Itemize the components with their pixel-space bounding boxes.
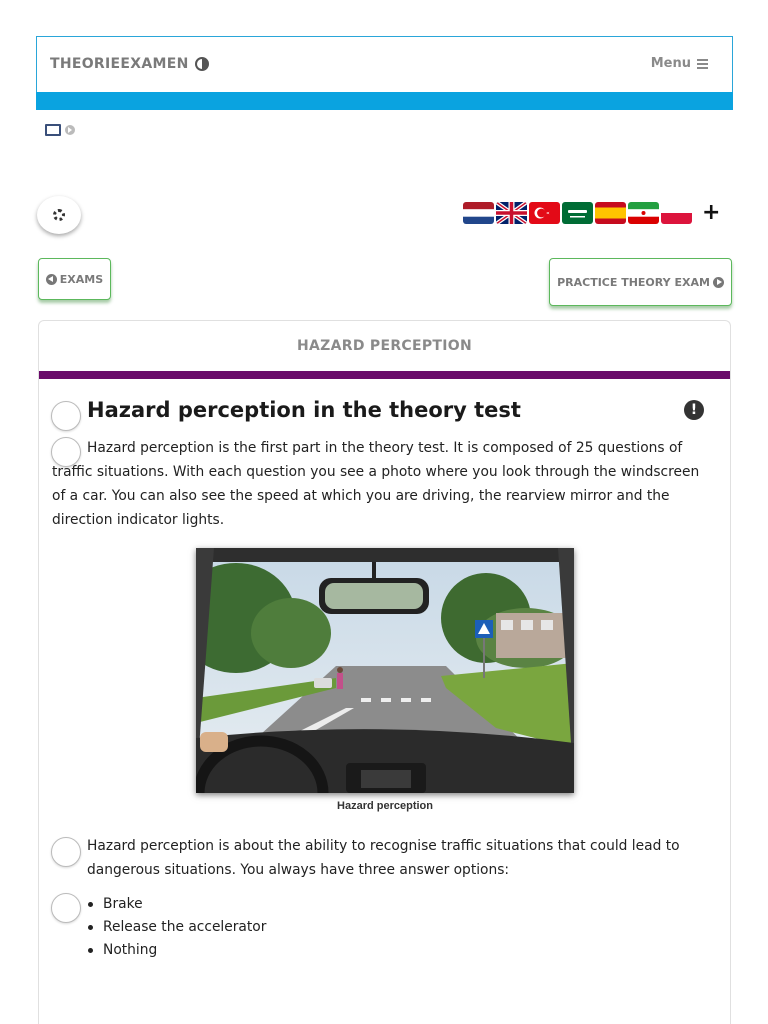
exclamation-icon[interactable]: ! [684, 400, 704, 420]
option-label: Nothing [103, 942, 158, 958]
practice-button-label: PRACTICE THEORY EXAM [557, 275, 710, 289]
options-read-toggle[interactable] [51, 893, 81, 923]
practice-theory-exam-button[interactable] [549, 258, 732, 306]
intro-paragraph: Hazard perception is the first part in the theory test. It is composed of 25 questions of traffic situations. With each question you see a photo where you look through the windscreen of a car. You can also see the speed at which you are driving, the rearview mirror and the direction indicator lights. [52, 440, 700, 528]
chevron-left-icon [46, 274, 57, 285]
settings-button[interactable] [37, 196, 81, 234]
answer-options-list [88, 893, 266, 962]
option-label: Release the accelerator [103, 919, 267, 935]
bullet-icon [88, 925, 93, 930]
hamburger-icon [697, 59, 708, 69]
list-item [88, 893, 266, 916]
flag-persian-icon[interactable] [628, 202, 659, 224]
list-item [88, 916, 266, 939]
exams-button[interactable] [38, 258, 111, 300]
site-brand[interactable] [50, 56, 209, 72]
menu-button[interactable] [651, 56, 708, 71]
accent-bar [36, 92, 733, 110]
section-bar [39, 371, 730, 379]
brand-name: THEORIEEXAMEN [50, 56, 189, 72]
flag-english-icon[interactable] [496, 202, 527, 224]
hazard-perception-image [196, 548, 574, 793]
flag-spanish-icon[interactable] [595, 202, 626, 224]
flag-polish-icon[interactable] [661, 202, 692, 224]
list-item [88, 939, 266, 962]
bullet-icon [88, 948, 93, 953]
flag-arabic-icon[interactable] [562, 202, 593, 224]
menu-label: Menu [650, 56, 691, 71]
contrast-icon[interactable] [195, 57, 209, 71]
page-title: Hazard perception in the theory test [87, 398, 521, 422]
book-icon[interactable] [45, 124, 61, 136]
chevron-right-icon [713, 277, 724, 288]
exams-button-label: EXAMS [59, 272, 104, 286]
plus-icon[interactable]: + [702, 200, 721, 225]
top-navbar [36, 36, 733, 92]
language-flags [463, 202, 720, 224]
breadcrumb [45, 124, 75, 136]
option-label: Brake [103, 896, 143, 912]
bullet-icon [88, 902, 93, 907]
flag-dutch-icon[interactable] [463, 202, 494, 224]
card-header: HAZARD PERCEPTION [297, 338, 472, 354]
answer-intro-read-toggle[interactable] [51, 837, 81, 867]
image-caption: Hazard perception [337, 800, 433, 812]
answer-intro-paragraph: Hazard perception is about the ability to recognise traffic situations that could lead to dangerous situations. You always have three answer options: [87, 838, 680, 878]
gear-icon [53, 209, 65, 221]
flag-turkish-icon[interactable] [529, 202, 560, 224]
chevron-right-icon [65, 125, 75, 135]
title-read-toggle[interactable] [51, 401, 81, 431]
